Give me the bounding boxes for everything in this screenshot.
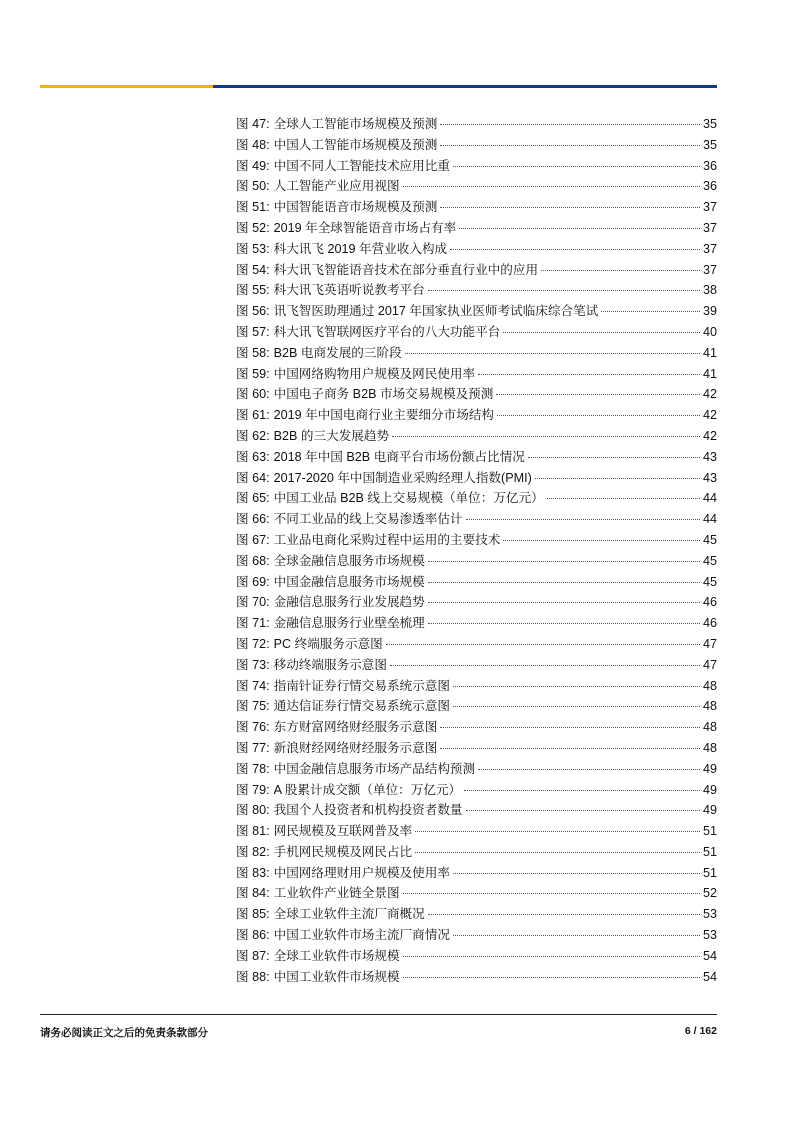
toc-entry-label: 图 88: — [236, 969, 270, 984]
toc-entry[interactable] — [236, 156, 717, 177]
toc-entry-title: 2019 年全球智能语音市场占有率 — [273, 220, 457, 235]
toc-entry-label: 图 73: — [236, 657, 270, 672]
toc-entry[interactable] — [236, 426, 717, 447]
toc-dot-leader — [453, 935, 700, 936]
toc-dot-leader — [392, 436, 700, 437]
toc-dot-leader — [403, 186, 700, 187]
toc-entry[interactable] — [236, 322, 717, 343]
toc-entry-label: 图 83: — [236, 865, 270, 880]
toc-entry[interactable] — [236, 260, 717, 281]
toc-entry-page: 51 — [702, 865, 717, 880]
toc-dot-leader — [528, 457, 700, 458]
toc-dot-leader — [497, 415, 700, 416]
toc-entry-label: 图 47: — [236, 117, 270, 131]
toc-entry-page: 45 — [702, 574, 717, 589]
toc-entry-page: 35 — [702, 137, 717, 152]
toc-entry-title: 中国金融信息服务市场规模 — [273, 574, 425, 589]
toc-entry[interactable] — [236, 904, 717, 925]
toc-entry-title: 2017-2020 年中国制造业采购经理人指数(PMI) — [273, 470, 532, 485]
toc-entry[interactable] — [236, 780, 717, 801]
toc-entry[interactable] — [236, 509, 717, 530]
toc-entry-title: 工业品电商化采购过程中运用的主要技术 — [273, 532, 501, 547]
toc-entry-label: 图 62: — [236, 428, 270, 443]
toc-entry-label: 图 80: — [236, 803, 270, 818]
toc-entry[interactable] — [236, 821, 717, 842]
toc-entry-page: 49 — [702, 761, 717, 776]
toc-entry[interactable] — [236, 135, 717, 156]
toc-entry-title: 手机网民规模及网民占比 — [273, 844, 413, 859]
toc-entry[interactable] — [236, 800, 717, 821]
toc-entry-page: 37 — [702, 220, 717, 235]
toc-entry-page: 42 — [702, 387, 717, 402]
toc-dot-leader — [440, 207, 700, 208]
toc-entry-label: 图 59: — [236, 366, 270, 381]
toc-dot-leader — [428, 623, 700, 624]
toc-entry-label: 图 50: — [236, 179, 270, 194]
toc-entry-label: 图 66: — [236, 512, 270, 527]
toc-entry-label: 图 74: — [236, 678, 270, 693]
toc-entry-title: B2B 的三大发展趋势 — [273, 428, 390, 443]
toc-dot-leader — [459, 228, 700, 229]
toc-entry-title: 中国工业品 B2B 线上交易规模（单位：万亿元） — [273, 491, 544, 506]
toc-entry-title: 中国金融信息服务市场产品结构预测 — [273, 761, 476, 776]
toc-entry-page: 41 — [702, 345, 717, 360]
toc-entry[interactable] — [236, 405, 717, 426]
toc-dot-leader — [428, 602, 700, 603]
toc-entry-label: 图 53: — [236, 241, 270, 256]
toc-dot-leader — [478, 769, 700, 770]
toc-entry-title: 中国网络理财用户规模及使用率 — [273, 865, 450, 880]
toc-entry-title: 科大讯飞英语听说教考平台 — [273, 283, 425, 298]
toc-entry-label: 图 72: — [236, 636, 270, 651]
toc-entry-title: PC 终端服务示意图 — [273, 636, 383, 651]
toc-entry-label: 图 54: — [236, 262, 270, 277]
toc-dot-leader — [440, 748, 700, 749]
toc-dot-leader — [428, 582, 700, 583]
toc-entry-label: 图 57: — [236, 324, 270, 339]
toc-entry[interactable] — [236, 384, 717, 405]
table-of-figures — [236, 114, 717, 987]
toc-entry-page: 37 — [702, 262, 717, 277]
toc-entry-page: 54 — [702, 948, 717, 963]
toc-entry-label: 图 82: — [236, 844, 270, 859]
toc-entry-page: 38 — [702, 283, 717, 298]
toc-entry-page: 47 — [702, 636, 717, 651]
toc-dot-leader — [453, 706, 700, 707]
toc-entry-label: 图 60: — [236, 387, 270, 402]
toc-entry-label: 图 67: — [236, 532, 270, 547]
toc-entry-page: 42 — [702, 428, 717, 443]
toc-dot-leader — [428, 290, 700, 291]
toc-dot-leader — [403, 956, 700, 957]
toc-entry[interactable] — [236, 197, 717, 218]
toc-entry-label: 图 58: — [236, 345, 270, 360]
toc-entry[interactable] — [236, 613, 717, 634]
toc-entry-label: 图 87: — [236, 948, 270, 963]
toc-entry[interactable] — [236, 447, 717, 468]
toc-entry-label: 图 71: — [236, 616, 270, 631]
toc-entry[interactable] — [236, 676, 717, 697]
toc-dot-leader — [453, 873, 700, 874]
toc-entry[interactable] — [236, 759, 717, 780]
toc-entry[interactable] — [236, 967, 717, 988]
toc-entry-title: 通达信证券行情交易系统示意图 — [273, 699, 450, 714]
toc-entry-title: 中国工业软件市场主流厂商情况 — [273, 928, 450, 943]
toc-entry[interactable] — [236, 218, 717, 239]
toc-entry[interactable] — [236, 572, 717, 593]
toc-entry-page: 42 — [702, 408, 717, 423]
toc-entry-page: 47 — [702, 657, 717, 672]
toc-entry-title: 中国人工智能市场规模及预测 — [273, 137, 438, 152]
toc-entry[interactable] — [236, 883, 717, 904]
toc-entry-title: 全球金融信息服务市场规模 — [273, 553, 425, 568]
toc-entry-page: 51 — [702, 844, 717, 859]
toc-entry[interactable] — [236, 114, 717, 135]
toc-dot-leader — [466, 519, 700, 520]
toc-entry-page: 35 — [702, 117, 717, 131]
toc-entry-label: 图 85: — [236, 907, 270, 922]
toc-dot-leader — [415, 852, 700, 853]
toc-entry-label: 图 51: — [236, 200, 270, 215]
toc-entry-title: 全球人工智能市场规模及预测 — [273, 117, 438, 131]
toc-entry-title: B2B 电商发展的三阶段 — [273, 345, 402, 360]
toc-entry-page: 37 — [702, 241, 717, 256]
toc-entry-title: 科大讯飞 2019 年营业收入构成 — [273, 241, 448, 256]
toc-entry-page: 51 — [702, 824, 717, 839]
toc-entry-label: 图 64: — [236, 470, 270, 485]
toc-dot-leader — [496, 394, 700, 395]
toc-entry-label: 图 69: — [236, 574, 270, 589]
toc-entry-title: 科大讯飞智联网医疗平台的八大功能平台 — [273, 324, 501, 339]
toc-entry[interactable] — [236, 738, 717, 759]
toc-dot-leader — [464, 790, 700, 791]
toc-dot-leader — [453, 686, 700, 687]
toc-entry-label: 图 75: — [236, 699, 270, 714]
toc-dot-leader — [403, 893, 700, 894]
toc-entry[interactable] — [236, 655, 717, 676]
toc-entry-title: 全球工业软件市场规模 — [273, 948, 400, 963]
footer-rule — [40, 1014, 717, 1015]
toc-dot-leader — [440, 124, 700, 125]
toc-entry[interactable] — [236, 592, 717, 613]
toc-entry-label: 图 77: — [236, 740, 270, 755]
toc-entry-page: 44 — [702, 491, 717, 506]
toc-entry-label: 图 79: — [236, 782, 270, 797]
toc-entry-page: 49 — [702, 803, 717, 818]
toc-dot-leader — [403, 977, 700, 978]
toc-entry-page: 52 — [702, 886, 717, 901]
toc-entry[interactable] — [236, 925, 717, 946]
toc-entry-title: 2019 年中国电商行业主要细分市场结构 — [273, 408, 495, 423]
toc-entry-title: 工业软件产业链全景图 — [273, 886, 400, 901]
toc-entry[interactable] — [236, 176, 717, 197]
toc-entry-title: 人工智能产业应用视图 — [273, 179, 400, 194]
toc-entry-page: 49 — [702, 782, 717, 797]
toc-entry[interactable] — [236, 364, 717, 385]
toc-dot-leader — [428, 561, 700, 562]
toc-entry-page: 46 — [702, 616, 717, 631]
toc-dot-leader — [601, 311, 700, 312]
toc-dot-leader — [440, 727, 700, 728]
toc-entry-title: 新浪财经网络财经服务示意图 — [273, 740, 438, 755]
toc-entry-page: 43 — [702, 470, 717, 485]
toc-entry-title: A 股累计成交额（单位：万亿元） — [273, 782, 462, 797]
toc-entry[interactable] — [236, 696, 717, 717]
toc-entry-label: 图 49: — [236, 158, 270, 173]
toc-entry-page: 41 — [702, 366, 717, 381]
toc-entry-title: 中国不同人工智能技术应用比重 — [273, 158, 450, 173]
toc-entry-label: 图 48: — [236, 137, 270, 152]
toc-entry-page: 44 — [702, 512, 717, 527]
toc-entry-title: 中国工业软件市场规模 — [273, 969, 400, 984]
toc-entry[interactable] — [236, 280, 717, 301]
toc-dot-leader — [405, 353, 700, 354]
toc-dot-leader — [478, 374, 700, 375]
toc-entry-title: 金融信息服务行业发展趋势 — [273, 595, 425, 610]
toc-entry-title: 金融信息服务行业壁垒梳理 — [273, 616, 425, 631]
toc-entry-page: 37 — [702, 200, 717, 215]
toc-entry-page: 39 — [702, 304, 717, 319]
header-rule — [40, 85, 717, 88]
toc-dot-leader — [386, 644, 700, 645]
toc-dot-leader — [503, 332, 700, 333]
toc-entry-label: 图 78: — [236, 761, 270, 776]
toc-entry[interactable] — [236, 530, 717, 551]
toc-entry-label: 图 56: — [236, 304, 270, 319]
toc-entry[interactable] — [236, 551, 717, 572]
toc-entry-title: 中国网络购物用户规模及网民使用率 — [273, 366, 476, 381]
toc-dot-leader — [535, 478, 700, 479]
toc-entry-page: 43 — [702, 449, 717, 464]
toc-entry-title: 我国个人投资者和机构投资者数量 — [273, 803, 463, 818]
toc-dot-leader — [450, 249, 700, 250]
toc-entry-page: 53 — [702, 928, 717, 943]
toc-entry[interactable] — [236, 468, 717, 489]
toc-entry-title: 指南针证券行情交易系统示意图 — [273, 678, 450, 693]
toc-entry[interactable] — [236, 343, 717, 364]
toc-entry-page: 46 — [702, 595, 717, 610]
toc-entry-page: 53 — [702, 907, 717, 922]
toc-entry[interactable] — [236, 634, 717, 655]
toc-dot-leader — [428, 914, 700, 915]
toc-entry-page: 45 — [702, 532, 717, 547]
toc-entry-page: 36 — [702, 179, 717, 194]
toc-entry[interactable] — [236, 301, 717, 322]
toc-entry-title: 中国智能语音市场规模及预测 — [273, 200, 438, 215]
toc-entry[interactable] — [236, 863, 717, 884]
toc-entry-page: 36 — [702, 158, 717, 173]
toc-entry-title: 中国电子商务 B2B 市场交易规模及预测 — [273, 387, 494, 402]
toc-dot-leader — [390, 665, 700, 666]
toc-entry-label: 图 63: — [236, 449, 270, 464]
toc-entry-title: 网民规模及互联网普及率 — [273, 824, 413, 839]
toc-dot-leader — [466, 810, 700, 811]
toc-entry-title: 不同工业品的线上交易渗透率估计 — [273, 512, 463, 527]
toc-dot-leader — [541, 270, 700, 271]
toc-dot-leader — [440, 145, 700, 146]
footer-disclaimer: 请务必阅读正文之后的免责条款部分 — [40, 1027, 208, 1039]
toc-entry-page: 40 — [702, 324, 717, 339]
toc-entry-page: 45 — [702, 553, 717, 568]
toc-entry-title: 讯飞智医助理通过 2017 年国家执业医师考试临床综合笔试 — [273, 304, 599, 319]
toc-entry-label: 图 61: — [236, 408, 270, 423]
toc-entry[interactable] — [236, 842, 717, 863]
toc-entry-label: 图 52: — [236, 220, 270, 235]
toc-entry-label: 图 70: — [236, 595, 270, 610]
toc-entry-label: 图 65: — [236, 491, 270, 506]
toc-entry-label: 图 68: — [236, 553, 270, 568]
toc-entry-page: 54 — [702, 969, 717, 984]
toc-dot-leader — [415, 831, 700, 832]
toc-entry-page: 48 — [702, 740, 717, 755]
toc-entry-title: 东方财富网络财经服务示意图 — [273, 720, 438, 735]
toc-entry-page: 48 — [702, 699, 717, 714]
toc-entry-title: 移动终端服务示意图 — [273, 657, 387, 672]
toc-entry-label: 图 76: — [236, 720, 270, 735]
toc-dot-leader — [453, 166, 700, 167]
toc-entry-label: 图 86: — [236, 928, 270, 943]
toc-entry-page: 48 — [702, 720, 717, 735]
toc-entry-title: 科大讯飞智能语音技术在部分垂直行业中的应用 — [273, 262, 539, 277]
toc-entry[interactable] — [236, 946, 717, 967]
toc-entry-label: 图 84: — [236, 886, 270, 901]
toc-entry[interactable] — [236, 239, 717, 260]
toc-entry-title: 全球工业软件主流厂商概况 — [273, 907, 425, 922]
toc-entry-label: 图 55: — [236, 283, 270, 298]
toc-entry-page: 48 — [702, 678, 717, 693]
toc-entry[interactable] — [236, 717, 717, 738]
toc-entry-label: 图 81: — [236, 824, 270, 839]
footer-page-number: 6 / 162 — [684, 1025, 717, 1037]
toc-dot-leader — [547, 498, 700, 499]
toc-dot-leader — [503, 540, 700, 541]
toc-entry[interactable] — [236, 488, 717, 509]
header-rule-gold-segment — [40, 85, 213, 88]
toc-entry-title: 2018 年中国 B2B 电商平台市场份额占比情况 — [273, 449, 525, 464]
header-rule-blue-segment — [213, 85, 717, 88]
